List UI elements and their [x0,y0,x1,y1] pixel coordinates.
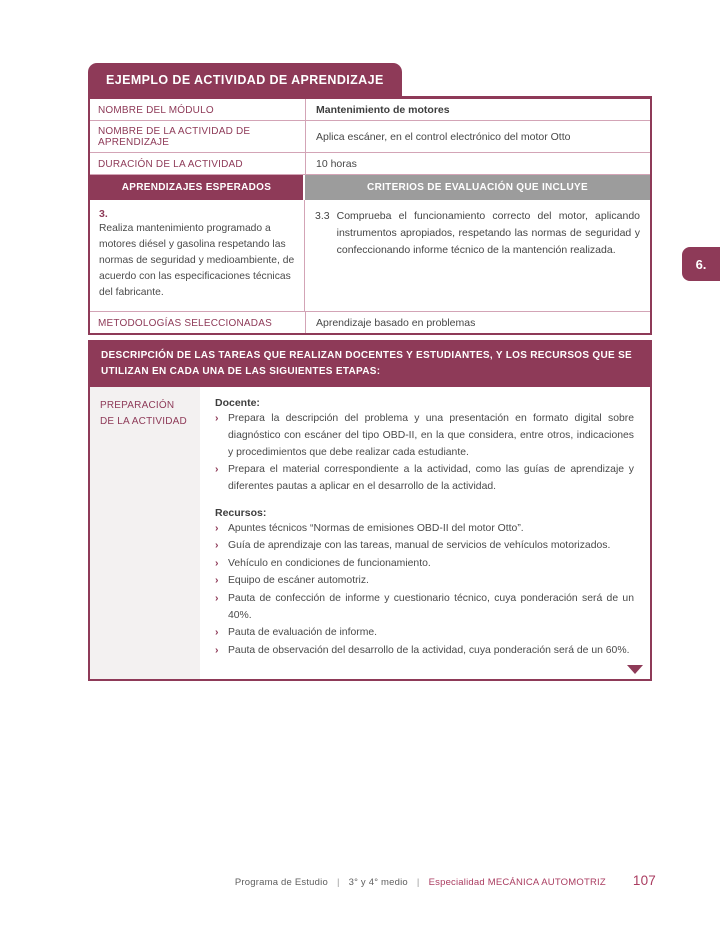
list-item [215,521,634,538]
list-item-text: Pauta de confección de informe y cuestionario técnico, cuya ponderación será de un 40%. [228,593,634,621]
criterio-text: Comprueba el funcionamiento correcto del motor, aplicando instrumentos apropiados, respetando las normas de seguridad y confeccionando informe técnico de la mantención realizada. [336,210,640,256]
list-item-text: Equipo de escáner automotriz. [228,575,369,587]
list-item-text: Pauta de observación del desarrollo de la actividad, cuya ponderación será de un 60%. [228,645,630,656]
bullet-icon: › [215,627,219,639]
preparation-row [90,387,650,678]
page-footer [235,873,656,888]
criterio-cell [305,200,650,311]
criterio-number: 3.3 [315,210,330,222]
row-value-duracion: 10 horas [305,153,650,174]
docente-block [215,397,634,495]
row-label-modulo: NOMBRE DEL MÓDULO [98,104,214,116]
aprendizaje-text: Realiza mantenimiento programado a motores diésel y gasolina respetando las normas de seguridad y medioambiente, de acuerdo con las especificaciones técnicas del fabricante. [99,223,295,299]
footer-specialty: Especialidad MECÁNICA AUTOMOTRIZ [428,877,606,888]
list-item-text: Prepara el material correspondiente a la actividad, como las guías de aprendizaje y diferentes pautas a aplicar en el desarrollo de la actividad. [228,464,634,492]
table-row [90,153,650,175]
row-value-actividad: Aplica escáner, en el control electrónico del motor Otto [305,121,650,152]
list-item [215,462,634,495]
docente-heading: Docente: [215,397,260,410]
bullet-icon: › [215,464,219,476]
row-value-metodologias: Aprendizaje basado en problemas [305,312,650,333]
bullet-icon: › [215,593,219,605]
stage-label: PREPARACIÓN DE LA ACTIVIDAD [90,387,200,678]
list-item [215,643,634,660]
header-criterios: CRITERIOS DE EVALUACIÓN QUE INCLUYE [305,175,650,200]
description-table [88,340,652,680]
list-item-text: Prepara la descripción del problema y una presentación en formato digital sobre diagnóstico con escáner del tipo OBD-II, en la que considera, entre otros, indicaciones y procedimientos que debe realizar cada estudiante. [228,413,634,458]
row-value-modulo: Mantenimiento de motores [305,99,650,120]
list-item [215,538,634,555]
page-title [88,63,402,96]
list-item-text: Apuntes técnicos “Normas de emisiones OBD-II del motor Otto”. [228,522,524,534]
list-item [215,591,634,624]
table-row [90,312,650,333]
recursos-block [215,507,634,660]
page-number: 107 [632,873,656,888]
footer-separator: | [416,877,420,888]
list-item [215,411,634,461]
list-item-text: Guía de aprendizaje con las tareas, manual de servicios de vehículos motorizados. [228,540,611,552]
chapter-tab-label: 6. [695,256,707,272]
table-content-row [90,200,650,312]
chapter-tab [682,247,720,281]
criterio-item [315,208,640,259]
row-label-actividad: NOMBRE DE LA ACTIVIDAD DE APRENDIZAJE [98,126,251,148]
bullet-icon: › [215,645,219,656]
footer-program: Programa de Estudio [234,877,328,888]
list-item [215,573,634,590]
table-row [90,121,650,153]
bullet-icon: › [215,522,219,534]
footer-grades: 3° y 4° medio [348,877,408,888]
bullet-icon: › [215,557,219,569]
list-item-text: Pauta de evaluación de informe. [228,627,378,639]
document-page [88,63,652,681]
list-item-text: Vehículo en condiciones de funcionamiento. [228,557,431,569]
recursos-heading: Recursos: [215,506,267,519]
bullet-icon: › [215,575,219,587]
table-header-row [90,175,650,200]
bullet-icon: › [215,540,219,552]
activity-info-table [88,96,652,335]
page-title-text: EJEMPLO DE ACTIVIDAD DE APRENDIZAJE [106,72,384,87]
table-row [90,99,650,121]
preparation-content [205,387,650,678]
bullet-icon: › [215,413,219,425]
continuation-arrow-icon [627,665,643,674]
description-band: DESCRIPCIÓN DE LAS TAREAS QUE REALIZAN DOCENTES Y ESTUDIANTES, Y LOS RECURSOS QUE SE UTILIZAN EN CADA UNA DE LAS SIGUIENTES ETAPAS: [90,342,650,387]
list-item [215,625,634,642]
row-label-metodologias: METODOLOGÍAS SELECCIONADAS [98,317,272,329]
footer-separator: | [336,877,340,888]
aprendizaje-cell [90,200,305,311]
list-item [215,556,634,573]
aprendizaje-number: 3. [99,208,108,220]
header-aprendizajes: APRENDIZAJES ESPERADOS [90,175,305,200]
row-label-duracion: DURACIÓN DE LA ACTIVIDAD [98,158,243,170]
